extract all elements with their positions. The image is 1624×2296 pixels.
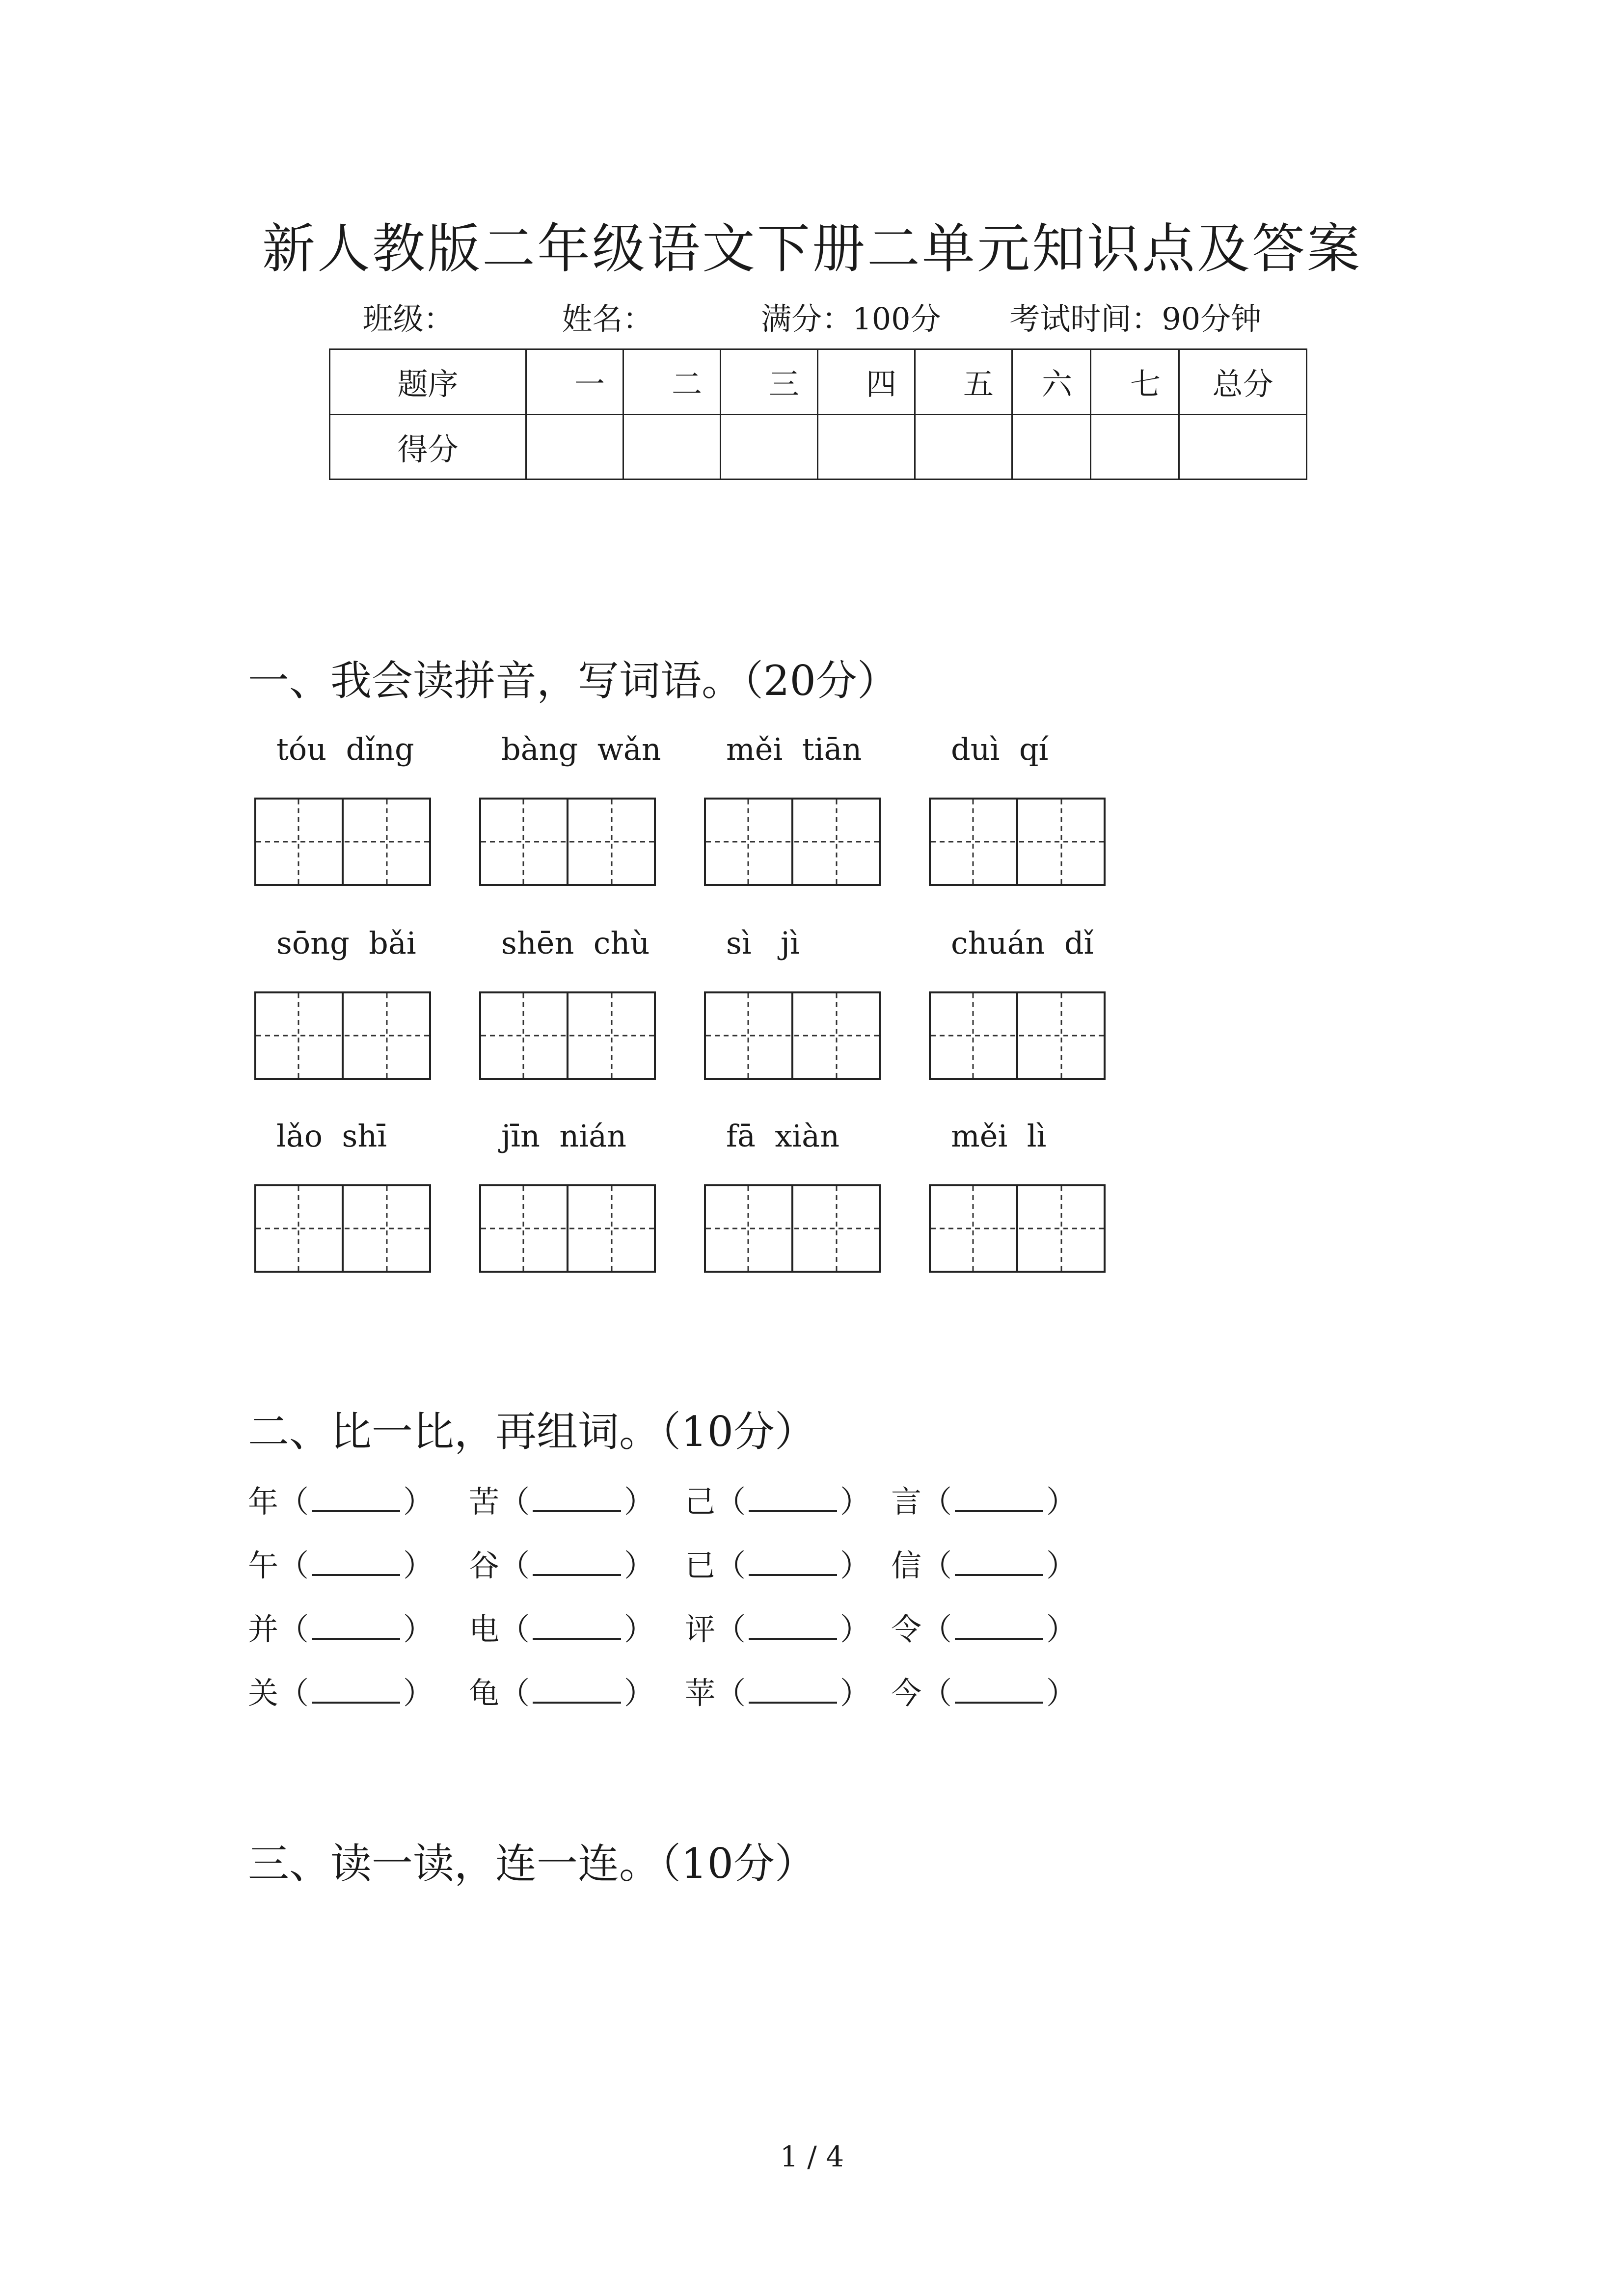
writing-grid[interactable]: [254, 798, 431, 886]
score-col-7: 七: [1091, 349, 1179, 415]
score-table-header-row: [330, 349, 1307, 415]
writing-grid[interactable]: [929, 798, 1106, 886]
score-cell[interactable]: [721, 414, 818, 480]
score-col-4: 四: [818, 349, 915, 415]
pinyin-label: tóu dǐng: [276, 731, 414, 767]
open-paren: （: [921, 1484, 952, 1520]
score-table-row-label: 得分: [330, 414, 526, 480]
score-table-header-label: 题序: [330, 349, 526, 415]
score-table: [329, 348, 1307, 480]
compare-character: 午: [248, 1548, 279, 1583]
class-label: 班级：: [362, 301, 454, 337]
open-paren: （: [278, 1675, 309, 1711]
open-paren: （: [499, 1675, 530, 1711]
answer-blank[interactable]: [749, 1613, 837, 1640]
compare-item: [891, 1541, 1077, 1585]
score-col-2: 二: [623, 349, 721, 415]
exam-info: [0, 294, 1624, 338]
close-paren: ）: [624, 1548, 655, 1583]
full-score-label: 满分：100分: [761, 301, 941, 337]
score-table-score-row: [330, 414, 1307, 480]
score-cell[interactable]: [526, 414, 623, 480]
compare-item: [685, 1669, 870, 1712]
open-paren: （: [921, 1548, 952, 1583]
pinyin-label: měi lì: [951, 1118, 1047, 1154]
open-paren: （: [715, 1484, 746, 1520]
score-col-3: 三: [721, 349, 818, 415]
writing-grid[interactable]: [479, 798, 656, 886]
answer-blank[interactable]: [955, 1486, 1043, 1512]
compare-item: [685, 1477, 870, 1521]
close-paren: ）: [624, 1611, 655, 1647]
compare-character: 令: [891, 1611, 922, 1647]
answer-blank[interactable]: [955, 1677, 1043, 1704]
close-paren: ）: [403, 1611, 434, 1647]
writing-grid[interactable]: [254, 1184, 431, 1273]
pinyin-label: sì jì: [726, 925, 800, 961]
open-paren: （: [278, 1611, 309, 1647]
exam-time-label: 考试时间：90分钟: [1009, 301, 1262, 337]
pinyin-label: fā xiàn: [726, 1118, 840, 1154]
answer-blank[interactable]: [533, 1549, 621, 1576]
section1-title: 一、我会读拼音，写词语。（20分）: [248, 657, 898, 705]
compare-item: [248, 1669, 433, 1712]
compare-item: [469, 1605, 654, 1649]
pinyin-label: měi tiān: [726, 731, 862, 767]
compare-character: 关: [248, 1675, 279, 1711]
answer-blank[interactable]: [312, 1549, 400, 1576]
score-col-5: 五: [915, 349, 1012, 415]
compare-item: [891, 1477, 1077, 1521]
open-paren: （: [499, 1611, 530, 1647]
pinyin-label: lǎo shī: [276, 1118, 387, 1154]
open-paren: （: [715, 1548, 746, 1583]
compare-item: [685, 1541, 870, 1585]
pinyin-label: shēn chù: [501, 925, 650, 961]
open-paren: （: [921, 1675, 952, 1711]
compare-character: 谷: [469, 1548, 500, 1583]
open-paren: （: [715, 1675, 746, 1711]
answer-blank[interactable]: [533, 1613, 621, 1640]
close-paren: ）: [840, 1548, 871, 1583]
answer-blank[interactable]: [312, 1613, 400, 1640]
compare-item: [469, 1541, 654, 1585]
answer-blank[interactable]: [533, 1486, 621, 1512]
pinyin-label: sōng bǎi: [276, 925, 416, 961]
writing-grid[interactable]: [479, 991, 656, 1080]
open-paren: （: [715, 1611, 746, 1647]
answer-blank[interactable]: [312, 1677, 400, 1704]
compare-character: 苦: [469, 1484, 500, 1520]
answer-blank[interactable]: [749, 1549, 837, 1576]
compare-item: [248, 1541, 433, 1585]
close-paren: ）: [403, 1675, 434, 1711]
compare-character: 言: [891, 1484, 922, 1520]
compare-item: [685, 1605, 870, 1649]
writing-grid[interactable]: [929, 991, 1106, 1080]
close-paren: ）: [1046, 1611, 1077, 1647]
section3-title: 三、读一读，连一连。（10分）: [248, 1840, 816, 1888]
close-paren: ）: [840, 1611, 871, 1647]
answer-blank[interactable]: [955, 1549, 1043, 1576]
compare-character: 苹: [685, 1675, 716, 1711]
page-title: 新人教版二年级语文下册二单元知识点及答案: [262, 218, 1362, 280]
close-paren: ）: [1046, 1484, 1077, 1520]
pinyin-label: bàng wǎn: [501, 731, 661, 767]
writing-grid[interactable]: [254, 991, 431, 1080]
pinyin-label: chuán dǐ: [951, 925, 1094, 961]
compare-character: 评: [685, 1611, 716, 1647]
answer-blank[interactable]: [533, 1677, 621, 1704]
close-paren: ）: [1046, 1675, 1077, 1711]
compare-character: 龟: [469, 1675, 500, 1711]
score-col-total: 总分: [1179, 349, 1307, 415]
answer-blank[interactable]: [955, 1613, 1043, 1640]
close-paren: ）: [403, 1484, 434, 1520]
section2-title: 二、比一比，再组词。（10分）: [248, 1408, 816, 1456]
compare-character: 信: [891, 1548, 922, 1583]
writing-grid[interactable]: [929, 1184, 1106, 1273]
score-cell[interactable]: [623, 414, 721, 480]
writing-grid[interactable]: [704, 798, 881, 886]
compare-item: [248, 1605, 433, 1649]
close-paren: ）: [403, 1548, 434, 1583]
compare-item: [891, 1605, 1077, 1649]
close-paren: ）: [624, 1484, 655, 1520]
score-cell[interactable]: [818, 414, 915, 480]
compare-character: 已: [685, 1548, 716, 1583]
compare-item: [469, 1477, 654, 1521]
writing-grid[interactable]: [704, 1184, 881, 1273]
close-paren: ）: [1046, 1548, 1077, 1583]
score-cell[interactable]: [1012, 414, 1091, 480]
open-paren: （: [921, 1611, 952, 1647]
answer-blank[interactable]: [312, 1486, 400, 1512]
open-paren: （: [499, 1548, 530, 1583]
open-paren: （: [499, 1484, 530, 1520]
score-cell[interactable]: [1179, 414, 1307, 480]
score-col-6: 六: [1012, 349, 1091, 415]
pinyin-label: duì qí: [951, 731, 1049, 767]
open-paren: （: [278, 1484, 309, 1520]
compare-character: 己: [685, 1484, 716, 1520]
close-paren: ）: [840, 1484, 871, 1520]
score-col-1: 一: [526, 349, 623, 415]
close-paren: ）: [840, 1675, 871, 1711]
score-cell[interactable]: [1091, 414, 1179, 480]
close-paren: ）: [624, 1675, 655, 1711]
answer-blank[interactable]: [749, 1677, 837, 1704]
score-cell[interactable]: [915, 414, 1012, 480]
compare-item: [469, 1669, 654, 1712]
page-number: 1 / 4: [780, 2140, 844, 2173]
compare-character: 并: [248, 1611, 279, 1647]
compare-item: [891, 1669, 1077, 1712]
answer-blank[interactable]: [749, 1486, 837, 1512]
pinyin-label: jīn nián: [501, 1118, 627, 1154]
name-label: 姓名：: [562, 301, 653, 337]
compare-character: 年: [248, 1484, 279, 1520]
writing-grid[interactable]: [479, 1184, 656, 1273]
writing-grid[interactable]: [704, 991, 881, 1080]
compare-item: [248, 1477, 433, 1521]
open-paren: （: [278, 1548, 309, 1583]
compare-character: 今: [891, 1675, 922, 1711]
compare-character: 电: [469, 1611, 500, 1647]
